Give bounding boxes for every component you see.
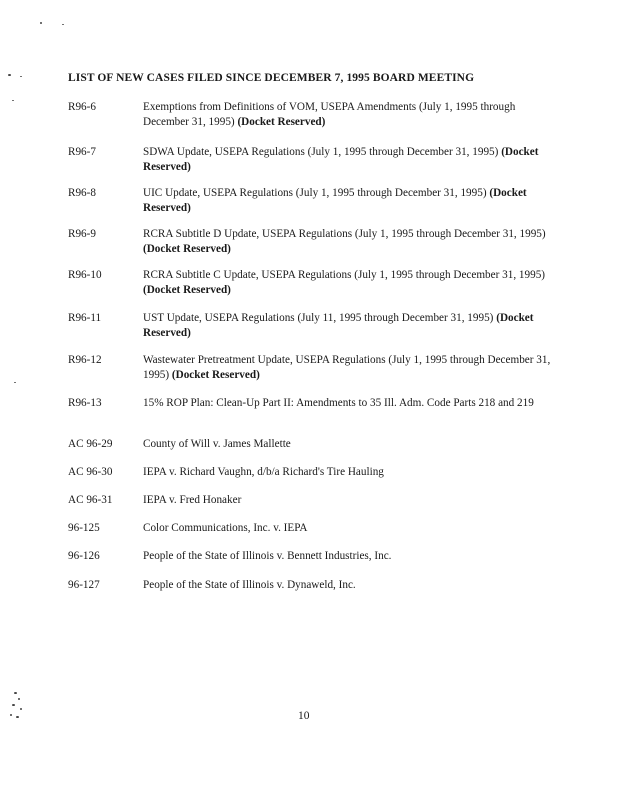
docket-note: (Docket Reserved) xyxy=(143,187,527,214)
docket-note: (Docket Reserved) xyxy=(237,115,326,128)
case-description: RCRA Subtitle C Update, USEPA Regulations (July 1, 1995 through December 31, 1995) (Docket Reserved) xyxy=(143,269,546,296)
case-number: R96-12 xyxy=(68,354,102,366)
case-description: SDWA Update, USEPA Regulations (July 1, 1995 through December 31, 1995) (Docket Reserved) xyxy=(143,146,539,173)
scan-speck xyxy=(40,22,42,24)
case-description: IEPA v. Richard Vaughn, d/b/a Richard's Tire Hauling xyxy=(143,466,384,478)
case-number: AC 96-29 xyxy=(68,438,113,450)
docket-note: (Docket Reserved) xyxy=(171,368,260,381)
scan-speck xyxy=(62,24,64,25)
case-description: Color Communications, Inc. v. IEPA xyxy=(143,522,308,534)
scan-speck xyxy=(16,716,19,718)
case-number: R96-9 xyxy=(68,228,96,240)
case-number: 96-126 xyxy=(68,550,100,562)
case-description: 15% ROP Plan: Clean-Up Part II: Amendments to 35 Ill. Adm. Code Parts 218 and 219 xyxy=(143,397,534,409)
page-number: 10 xyxy=(298,710,310,722)
case-number: R96-13 xyxy=(68,397,102,409)
scan-speck xyxy=(12,100,14,101)
case-description: UST Update, USEPA Regulations (July 11, 1995 through December 31, 1995) (Docket Reserved) xyxy=(143,312,534,339)
case-description: RCRA Subtitle D Update, USEPA Regulations (July 1, 1995 through December 31, 1995) (Docket Reserved) xyxy=(143,228,546,255)
scan-speck xyxy=(8,74,11,76)
case-number: AC 96-31 xyxy=(68,494,113,506)
case-description: People of the State of Illinois v. Bennett Industries, Inc. xyxy=(143,550,392,562)
case-number: R96-7 xyxy=(68,146,96,158)
case-description: Exemptions from Definitions of VOM, USEPA Amendments (July 1, 1995 through December 31, 1995) (Docket Reserved) xyxy=(143,101,516,128)
case-description: County of Will v. James Mallette xyxy=(143,438,291,450)
scan-speck xyxy=(20,76,22,77)
case-number: R96-10 xyxy=(68,269,102,281)
page-title: LIST OF NEW CASES FILED SINCE DECEMBER 7, 1995 BOARD MEETING xyxy=(68,72,475,84)
case-number: 96-127 xyxy=(68,579,100,591)
scan-speck xyxy=(14,382,16,383)
case-description: People of the State of Illinois v. Dynaweld, Inc. xyxy=(143,579,356,591)
docket-note: (Docket Reserved) xyxy=(143,146,539,173)
scan-speck xyxy=(12,704,15,706)
scan-speck xyxy=(14,692,17,694)
scan-speck xyxy=(20,708,22,710)
case-description: IEPA v. Fred Honaker xyxy=(143,494,242,506)
scan-speck xyxy=(10,714,12,716)
case-number: R96-6 xyxy=(68,101,96,113)
case-number: 96-125 xyxy=(68,522,100,534)
docket-note: (Docket Reserved) xyxy=(143,242,231,255)
case-number: R96-11 xyxy=(68,312,102,324)
docket-note: (Docket Reserved) xyxy=(143,312,534,339)
case-number: AC 96-30 xyxy=(68,466,113,478)
docket-note: (Docket Reserved) xyxy=(143,283,231,296)
case-number: R96-8 xyxy=(68,187,96,199)
scan-speck xyxy=(18,698,20,700)
case-description: Wastewater Pretreatment Update, USEPA Regulations (July 1, 1995 through December 31, 1995) (Docket Reserved) xyxy=(143,354,551,381)
case-description: UIC Update, USEPA Regulations (July 1, 1995 through December 31, 1995) (Docket Reserved) xyxy=(143,187,527,214)
